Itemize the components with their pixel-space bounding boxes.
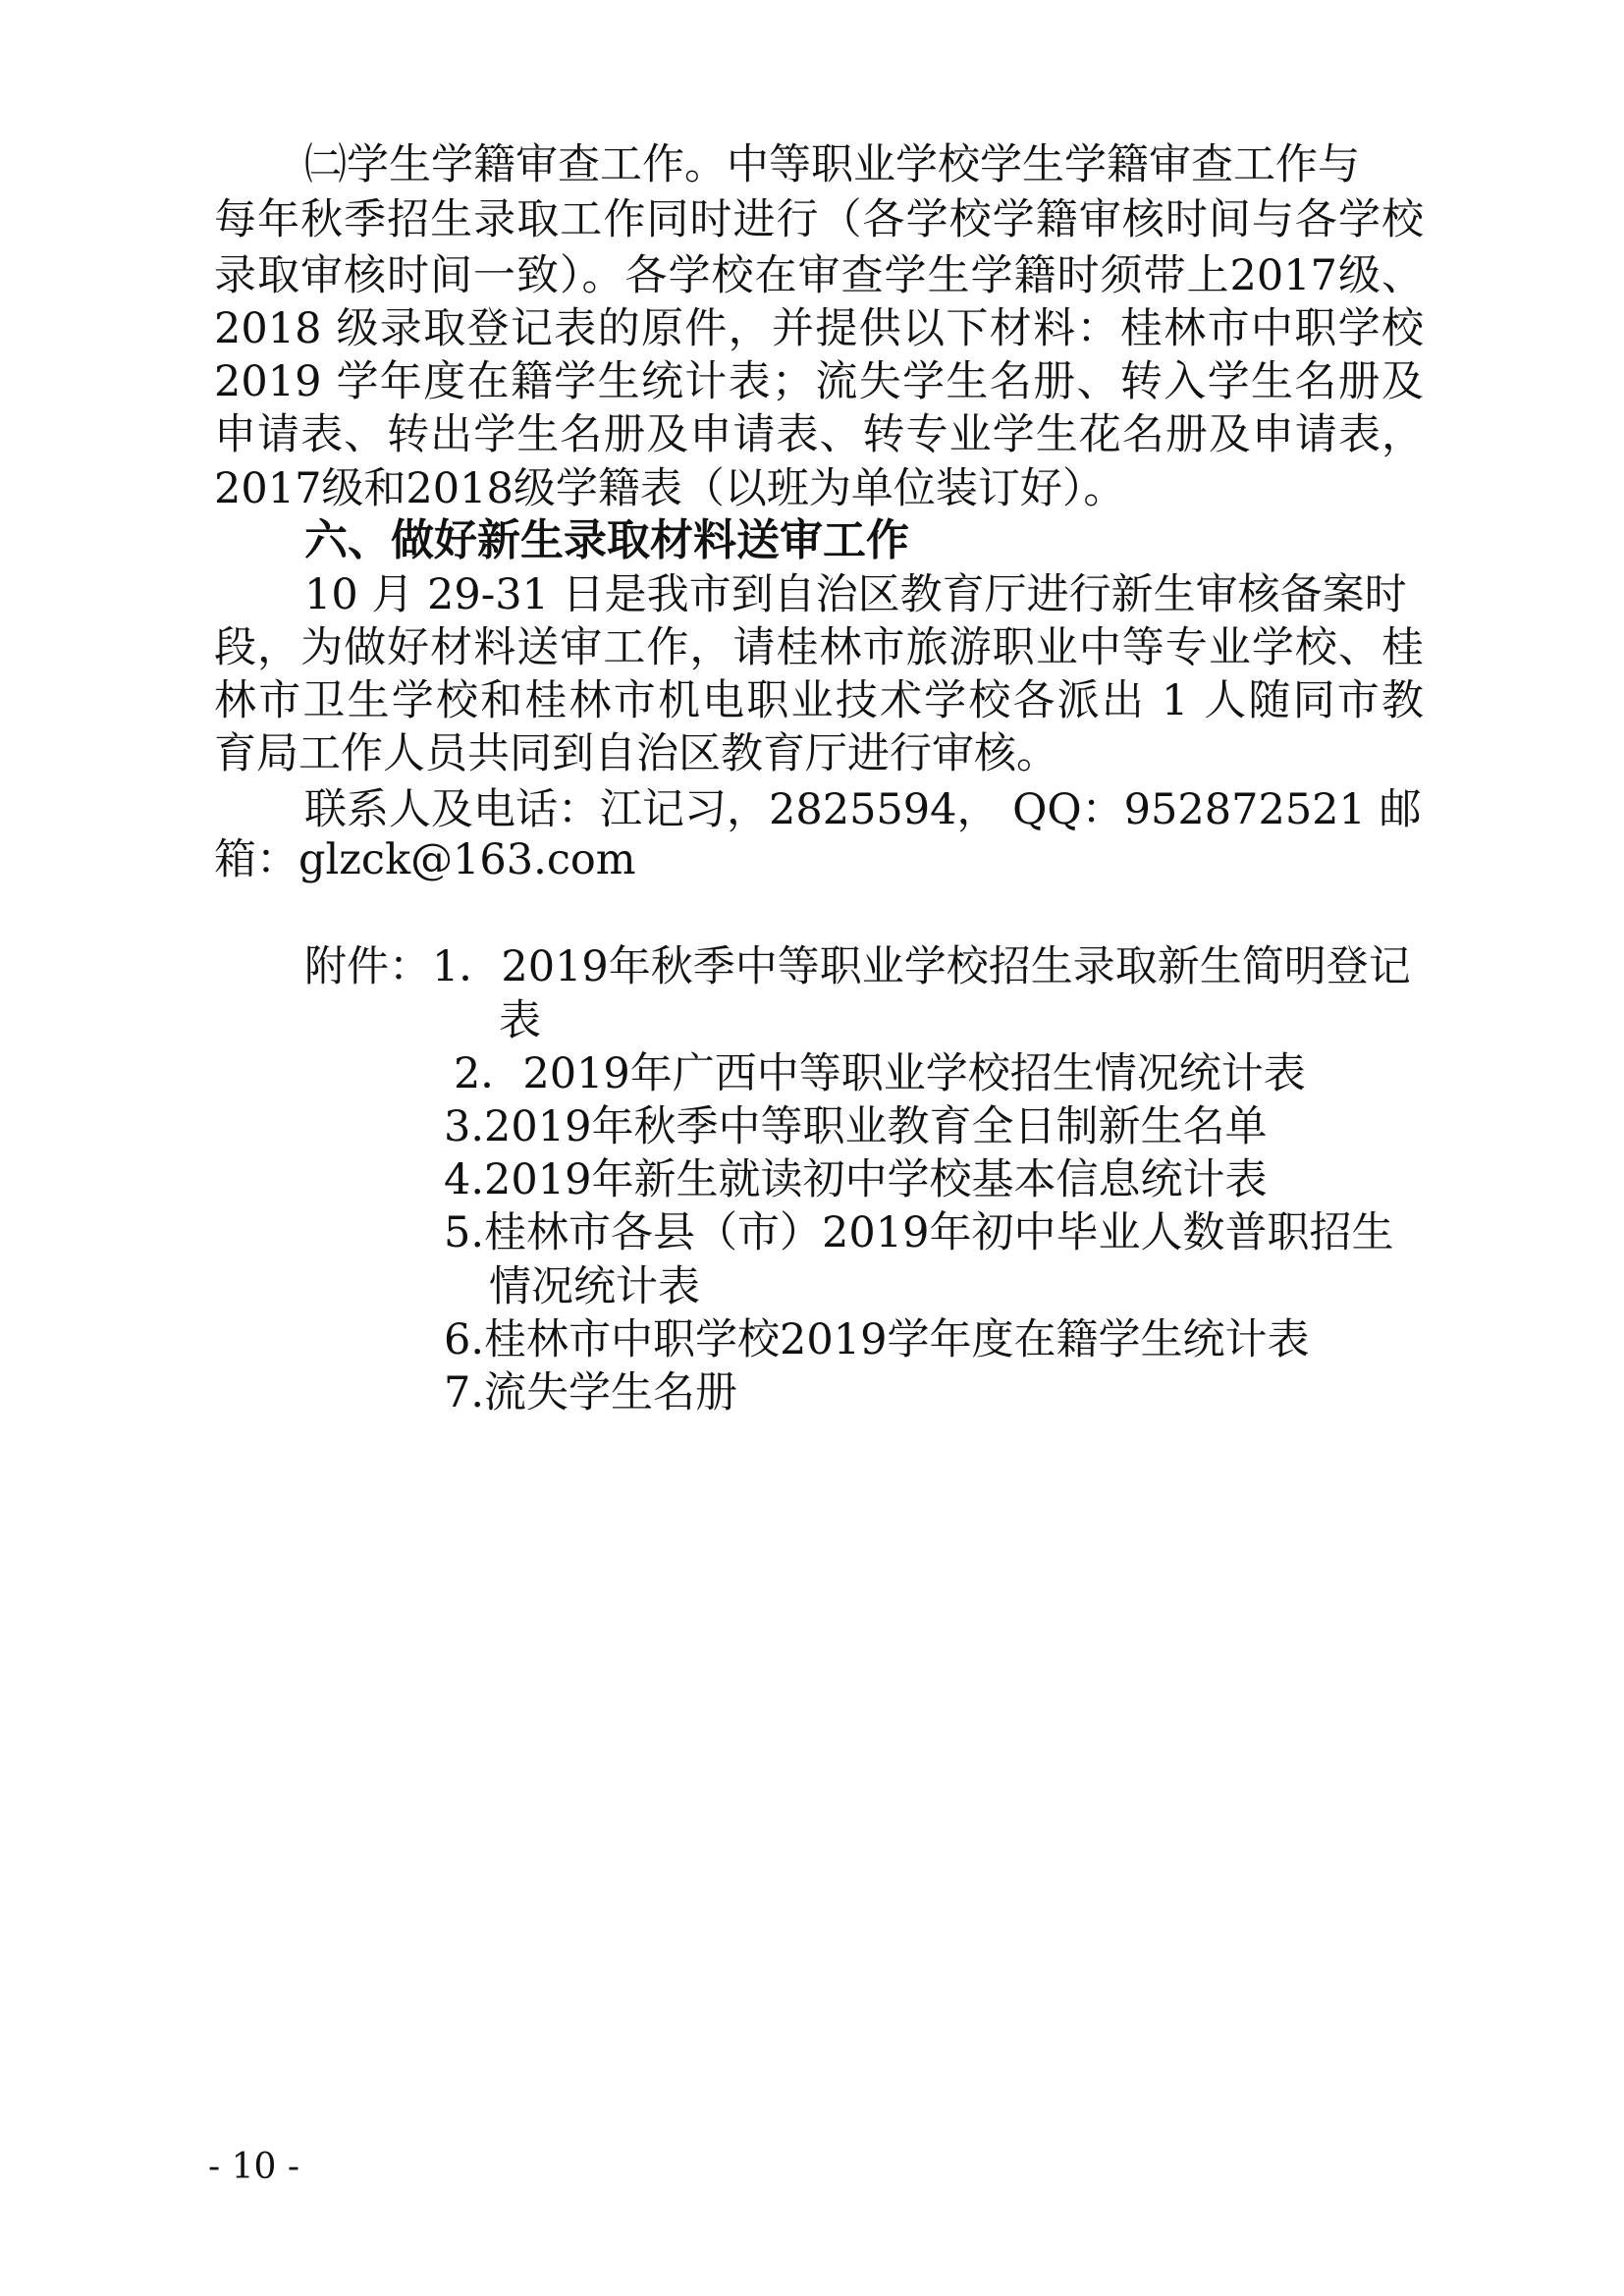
attachment-item-continued: 情况统计表	[489, 1262, 700, 1311]
paragraph-line: 10 月 29-31 日是我市到自治区教育厅进行新生审核备案时	[304, 570, 1407, 619]
attachment-item-continued: 表	[499, 996, 541, 1045]
attachment-item: 6.桂林市中职学校2019学年度在籍学生统计表	[444, 1315, 1310, 1364]
paragraph-line: 2019 学年度在籍学生统计表；流失学生名册、转入学生名册及	[214, 357, 1424, 406]
paragraph-line: 2018 级录取登记表的原件，并提供以下材料：桂林市中职学校	[214, 304, 1424, 353]
attachment-item: 1．2019年秋季中等职业学校招生录取新生简明登记	[432, 942, 1411, 991]
attachment-item: 4.2019年新生就读初中学校基本信息统计表	[444, 1155, 1268, 1204]
paragraph-line: 2017级和2018级学籍表（以班为单位装订好）。	[214, 464, 1126, 513]
attachments-label: 附件：	[304, 942, 431, 991]
paragraph-line: 育局工作人员共同到自治区教育厅进行审核。	[214, 729, 1058, 778]
paragraph-line: 段，为做好材料送审工作，请桂林市旅游职业中等专业学校、桂	[214, 623, 1424, 672]
attachment-item: 7.流失学生名册	[444, 1368, 738, 1417]
attachment-item: 2．2019年广西中等职业学校招生情况统计表	[454, 1049, 1306, 1098]
paragraph-line: 每年秋季招生录取工作同时进行（各学校学籍审核时间与各学校	[214, 195, 1424, 244]
paragraph-line: 林市卫生学校和桂林市机电职业技术学校各派出 1 人随同市教	[214, 676, 1424, 725]
section-heading: 六、做好新生录取材料送审工作	[304, 515, 909, 565]
contact-line: 联系人及电话：江记习，2825594， QQ：952872521 邮	[304, 785, 1422, 834]
paragraph-line: 录取审核时间一致）。各学校在审查学生学籍时须带上2017级、	[214, 251, 1424, 300]
attachment-item: 5.桂林市各县（市）2019年初中毕业人数普职招生	[444, 1208, 1394, 1257]
paragraph-line: 申请表、转出学生名册及申请表、转专业学生花名册及申请表，	[214, 410, 1424, 459]
page-number: - 10 -	[208, 2147, 300, 2187]
attachment-item: 3.2019年秋季中等职业教育全日制新生名单	[444, 1102, 1268, 1151]
paragraph-line: ㈡学生学籍审查工作。中等职业学校学生学籍审查工作与	[304, 140, 1360, 189]
contact-line: 箱：glzck@163.com	[214, 835, 636, 884]
